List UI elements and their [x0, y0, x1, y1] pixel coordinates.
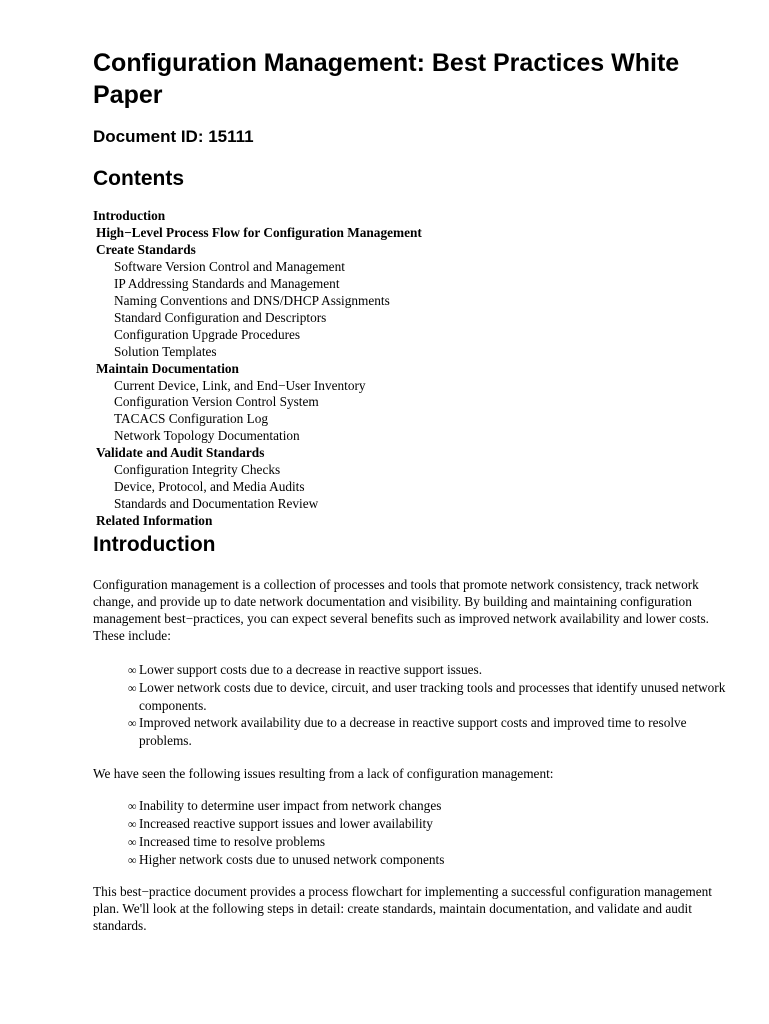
- intro-paragraph: Configuration management is a collection of processes and tools that promote network consistency, track network change, and provide up to date network documentation and visibility. By building and maintaining configuration management best−practices, you can expect several benefits such as improved network availability and lower costs. These include:: [93, 577, 709, 643]
- list-item-text: Increased reactive support issues and lower availability: [139, 816, 433, 831]
- infinity-bullet-icon: ∞: [128, 799, 137, 813]
- toc-link-introduction[interactable]: Introduction: [93, 208, 166, 223]
- list-item: [128, 851, 728, 869]
- benefits-list: [128, 661, 728, 749]
- toc-link-standard-config[interactable]: Standard Configuration and Descriptors: [114, 309, 327, 325]
- infinity-bullet-icon: ∞: [128, 835, 137, 849]
- toc-link-config-version-control[interactable]: Configuration Version Control System: [114, 394, 319, 410]
- issues-intro-paragraph: We have seen the following issues resulting from a lack of configuration management:: [93, 766, 554, 781]
- toc-link-current-device[interactable]: Current Device, Link, and End−User Inventory: [114, 377, 366, 393]
- list-item: [128, 797, 728, 815]
- list-item-text: Lower network costs due to device, circuit, and user tracking tools and processes that identify unused network components.: [139, 680, 726, 713]
- table-of-contents: [93, 208, 422, 530]
- list-item-text: Lower support costs due to a decrease in reactive support issues.: [139, 662, 483, 677]
- summary-paragraph: This best−practice document provides a process flowchart for implementing a successful configuration management plan. We'll look at the following steps in detail: create standards, maintain documentation, and validate and audit standards.: [93, 884, 712, 933]
- issues-list: [128, 797, 728, 869]
- toc-link-standards-review[interactable]: Standards and Documentation Review: [114, 496, 319, 512]
- toc-link-config-upgrade[interactable]: Configuration Upgrade Procedures: [114, 326, 301, 342]
- toc-link-related-information[interactable]: Related Information: [96, 513, 213, 529]
- list-item-text: Increased time to resolve problems: [139, 834, 326, 849]
- toc-link-naming-conventions[interactable]: Naming Conventions and DNS/DHCP Assignments: [114, 292, 390, 308]
- toc-link-validate-audit[interactable]: Validate and Audit Standards: [96, 445, 265, 461]
- toc-link-ip-addressing[interactable]: IP Addressing Standards and Management: [114, 275, 340, 291]
- list-item: [128, 679, 728, 714]
- infinity-bullet-icon: ∞: [128, 853, 137, 867]
- introduction-heading: Introduction: [93, 533, 216, 556]
- toc-link-software-version[interactable]: Software Version Control and Management: [114, 258, 345, 274]
- toc-link-config-integrity[interactable]: Configuration Integrity Checks: [114, 462, 281, 478]
- toc-link-tacacs-log[interactable]: TACACS Configuration Log: [114, 411, 269, 427]
- toc-link-maintain-documentation[interactable]: Maintain Documentation: [96, 360, 239, 376]
- infinity-bullet-icon: ∞: [128, 817, 137, 831]
- page-title: Configuration Management: Best Practices White Paper: [93, 49, 680, 109]
- list-item-text: Improved network availability due to a decrease in reactive support costs and improved time to resolve problems.: [139, 715, 687, 748]
- toc-link-network-topology[interactable]: Network Topology Documentation: [114, 428, 300, 444]
- list-item: [128, 714, 728, 749]
- infinity-bullet-icon: ∞: [128, 681, 137, 695]
- list-item: [128, 815, 728, 833]
- toc-link-process-flow[interactable]: High−Level Process Flow for Configuration Management: [96, 224, 422, 240]
- infinity-bullet-icon: ∞: [128, 716, 137, 730]
- contents-heading: Contents: [93, 167, 184, 190]
- toc-link-device-audits[interactable]: Device, Protocol, and Media Audits: [114, 479, 305, 495]
- list-item-text: Higher network costs due to unused network components: [139, 852, 445, 867]
- list-item: [128, 833, 728, 851]
- toc-link-solution-templates[interactable]: Solution Templates: [114, 343, 217, 359]
- list-item-text: Inability to determine user impact from network changes: [139, 798, 442, 813]
- list-item: [128, 661, 728, 679]
- toc-link-create-standards[interactable]: Create Standards: [96, 241, 196, 257]
- infinity-bullet-icon: ∞: [128, 663, 137, 677]
- document-id: Document ID: 15111: [93, 127, 254, 146]
